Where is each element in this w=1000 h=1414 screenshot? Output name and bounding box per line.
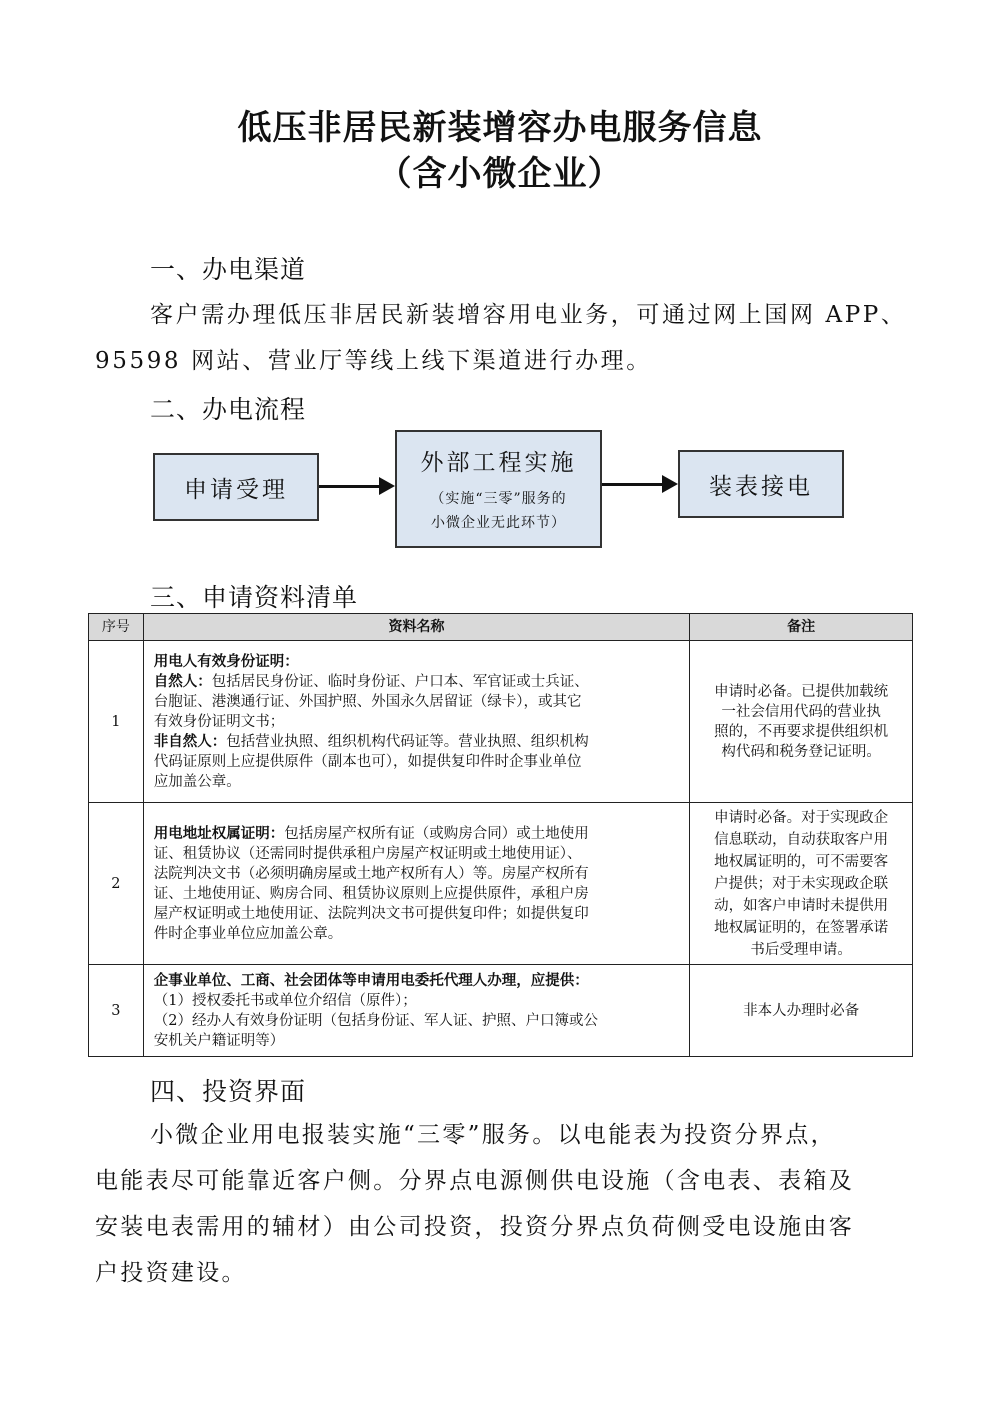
row-content <box>143 641 689 803</box>
row-seq: 3 <box>89 965 144 1057</box>
flow-step-label: 外部工程实施 <box>420 449 577 476</box>
row-note-line: 地权属证明的，可不需要客 <box>714 853 889 870</box>
flow-arrow-icon <box>319 485 391 488</box>
row-note-line: 申请时必备。对于实现政企 <box>714 809 889 826</box>
row-note-line: 申请时必备。已提供加载统 <box>714 683 889 700</box>
row-title: 企事业单位、工商、社会团体等申请用电委托代理人办理，应提供： <box>153 971 589 989</box>
section4-paragraph-line3: 安装电表需用的辅材）由公司投资，投资分界点负荷侧受电设施由客 <box>95 1214 854 1240</box>
flow-step-label: 申请受理 <box>184 476 288 503</box>
row-note <box>690 803 913 965</box>
row-content <box>143 965 689 1057</box>
row-text: 安机关户籍证明等） <box>153 1032 285 1049</box>
row-note-line: 构代码和税务登记证明。 <box>721 743 881 760</box>
page-subtitle: （含小微企业） <box>377 154 623 194</box>
section4-paragraph-line1: 小微企业用电报装实施“三零”服务。以电能表为投资分界点， <box>150 1122 836 1148</box>
row-text: 法院判决文书（必须明确房屋或土地产权所有人）等。房屋产权所有 <box>153 865 589 882</box>
row-label-natural-person: 自然人： <box>153 672 212 690</box>
row-note-line: 照的，不再要求提供组织机 <box>714 723 889 740</box>
flow-step-note-line2: 小微企业无此环节） <box>431 514 566 531</box>
flow-step-label: 装表接电 <box>709 473 813 500</box>
row-note-line: 一社会信用代码的营业执 <box>721 703 881 720</box>
section4-heading: 四、投资界面 <box>150 1077 307 1106</box>
row-text: （2）经办人有效身份证明（包括身份证、军人证、护照、户口簿或公 <box>153 1012 598 1029</box>
row-note-line: 户提供；对于未实现政企联 <box>714 875 889 892</box>
section3-heading: 三、申请资料清单 <box>150 583 359 612</box>
row-label-address-proof: 用电地址权属证明： <box>153 824 285 842</box>
section4-paragraph-line4: 户投资建设。 <box>95 1260 247 1286</box>
row-text: 件时企事业单位应加盖公章。 <box>153 925 343 942</box>
row-text: 证、租赁协议（还需同时提供承租户房屋产权证明或土地使用证）、 <box>153 845 582 862</box>
flow-step-application <box>153 453 319 521</box>
header-seq: 序号 <box>89 614 144 641</box>
section1-heading: 一、办电渠道 <box>150 255 307 284</box>
row-text: 代码证原则上应提供原件（副本也可），如提供复印件时企事业单位 <box>153 753 582 770</box>
row-seq: 1 <box>89 641 144 803</box>
table-row <box>89 803 913 965</box>
row-text: 屋产权证明或土地使用证、法院判决文书可提供复印件；如提供复印 <box>153 905 589 922</box>
row-title: 用电人有效身份证明： <box>153 652 299 670</box>
row-text: 包括营业执照、组织机构代码证等。营业执照、组织机构 <box>226 733 589 750</box>
row-label-legal-person: 非自然人： <box>153 732 227 750</box>
row-text: 台胞证、港澳通行证、外国护照、外国永久居留证（绿卡），或其它 <box>153 693 582 710</box>
row-text: 应加盖公章。 <box>153 773 241 790</box>
section4-paragraph-line2: 电能表尽可能靠近客户侧。分界点电源侧供电设施（含电表、表箱及 <box>95 1168 854 1194</box>
row-note-line: 书后受理申请。 <box>750 941 852 958</box>
header-name: 资料名称 <box>143 614 689 641</box>
flow-step-note-line1: （实施“三零”服务的 <box>430 490 567 507</box>
row-note <box>690 641 913 803</box>
section2-heading: 二、办电流程 <box>150 395 307 424</box>
row-note: 非本人办理时必备 <box>690 965 913 1057</box>
table-header-row <box>89 614 913 641</box>
row-note-line: 地权属证明的，在签署承诺 <box>714 919 889 936</box>
section1-paragraph-line2: 95598 网站、营业厅等线上线下渠道进行办理。 <box>95 348 652 374</box>
row-text: 证、土地使用证、购房合同、租赁协议原则上应提供原件，承租户房 <box>153 885 589 902</box>
materials-table <box>88 613 913 1057</box>
flow-step-metering <box>678 450 844 518</box>
table-row <box>89 965 913 1057</box>
row-text: 有效身份证明文书； <box>153 713 285 730</box>
row-text: 包括居民身份证、临时身份证、户口本、军官证或士兵证、 <box>211 673 589 690</box>
row-content <box>143 803 689 965</box>
header-note: 备注 <box>690 614 913 641</box>
row-text: （1）授权委托书或单位介绍信（原件）； <box>153 992 417 1009</box>
table-row <box>89 641 913 803</box>
row-text: 包括房屋产权所有证（或购房合同）或土地使用 <box>284 825 589 842</box>
page-title: 低压非居民新装增容办电服务信息 <box>237 108 763 148</box>
section1-paragraph-line1: 客户需办理低压非居民新装增容用电业务，可通过网上国网 APP、 <box>150 302 907 328</box>
flow-arrow-icon <box>602 483 674 486</box>
flow-step-external-works <box>395 430 602 548</box>
row-seq: 2 <box>89 803 144 965</box>
row-note-line: 信息联动，自动获取客户用 <box>714 831 889 848</box>
row-note-line: 动，如客户申请时未提供用 <box>714 897 889 914</box>
